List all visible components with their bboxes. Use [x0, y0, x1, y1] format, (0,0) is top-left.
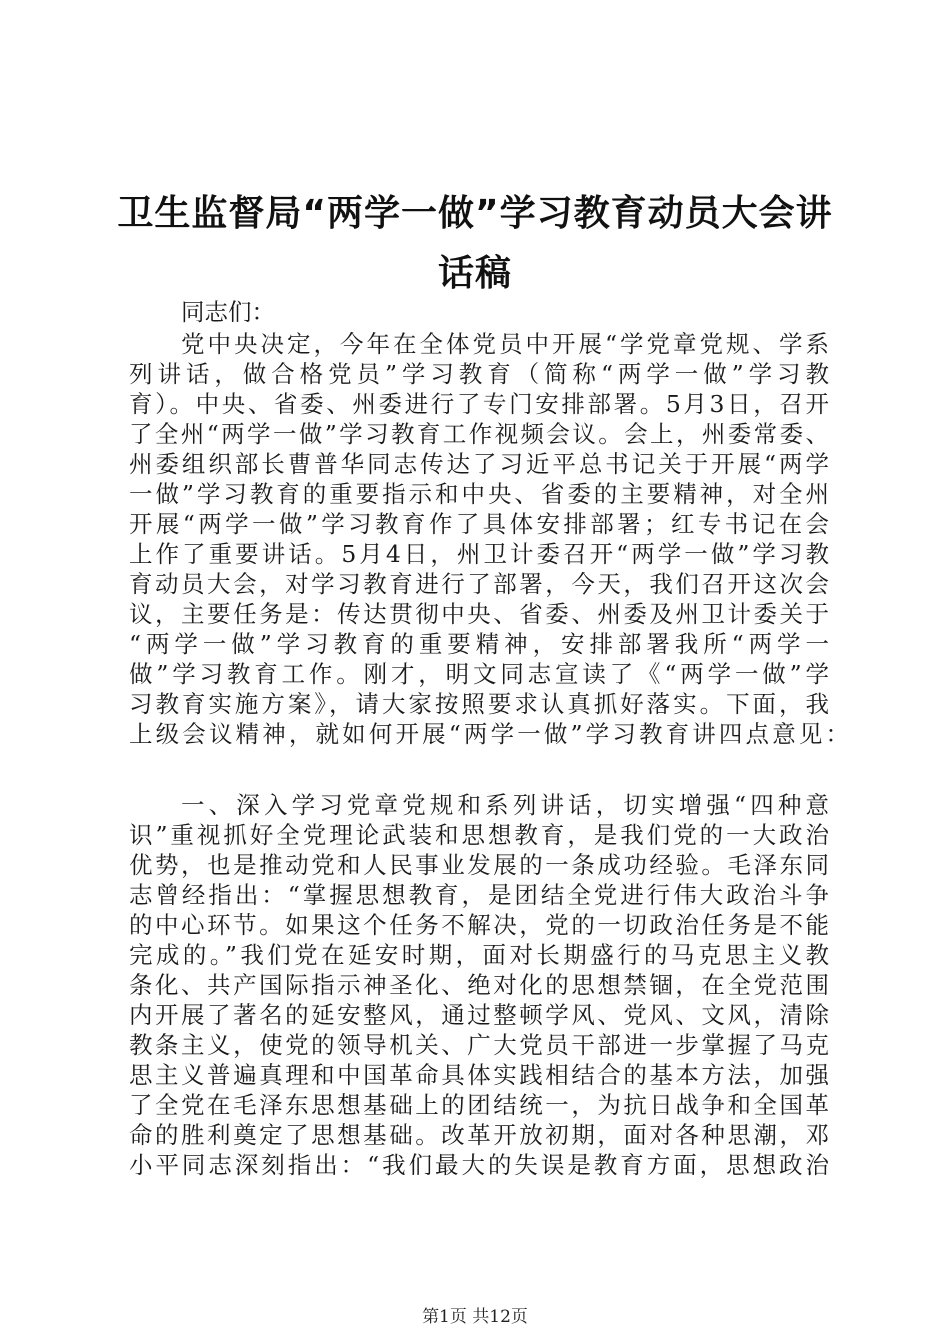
- paragraph-2-line: 一、深入学习党章党规和系列讲话，切实增强“四种意: [181, 791, 829, 819]
- paragraph-2-line: 的中心环节。如果这个任务不解决，党的一切政治任务是不能: [129, 911, 829, 939]
- salutation: 同志们：: [181, 298, 275, 326]
- paragraph-1-line: “两学一做”学习教育的重要精神，安排部署我所“两学一: [129, 630, 829, 658]
- paragraph-1-line: 党中央决定，今年在全体党员中开展“学党章党规、学系: [181, 330, 829, 358]
- paragraph-1-line: 上级会议精神，就如何开展“两学一做”学习教育讲四点意见：: [129, 720, 849, 748]
- paragraph-1-line: 议，主要任务是：传达贯彻中央、省委、州委及州卫计委关于: [129, 600, 829, 628]
- paragraph-2-line: 小平同志深刻指出：“我们最大的失误是教育方面，思想政治: [129, 1151, 829, 1179]
- paragraph-2-line: 条化、共产国际指示神圣化、绝对化的思想禁锢，在全党范围: [129, 971, 829, 999]
- paragraph-2-line: 思主义普遍真理和中国革命具体实践相结合的基本方法，加强: [129, 1061, 829, 1089]
- paragraph-2-line: 了全党在毛泽东思想基础上的团结统一，为抗日战争和全国革: [129, 1091, 829, 1119]
- paragraph-1-line: 列讲话，做合格党员”学习教育（简称“两学一做”学习教: [129, 360, 829, 388]
- paragraph-1-line: 习教育实施方案》，请大家按照要求认真抓好落实。下面，我: [129, 690, 829, 718]
- paragraph-1-line: 开展“两学一做”学习教育作了具体安排部署；红专书记在会: [129, 510, 829, 538]
- paragraph-1-line: 一做”学习教育的重要指示和中央、省委的主要精神，对全州: [129, 480, 829, 508]
- document-title-line-1: 卫生监督局“两学一做”学习教育动员大会讲: [117, 193, 833, 234]
- paragraph-1-line: 做”学习教育工作。刚才，明文同志宣读了《“两学一做”学: [129, 660, 829, 688]
- paragraph-2-line: 优势，也是推动党和人民事业发展的一条成功经验。毛泽东同: [129, 851, 829, 879]
- paragraph-1-line: 了全州“两学一做”学习教育工作视频会议。会上，州委常委、: [129, 420, 829, 448]
- paragraph-2-line: 完成的。”我们党在延安时期，面对长期盛行的马克思主义教: [129, 941, 829, 969]
- paragraph-2-line: 教条主义，使党的领导机关、广大党员干部进一步掌握了马克: [129, 1031, 829, 1059]
- paragraph-2-line: 内开展了著名的延安整风，通过整顿学风、党风、文风，清除: [129, 1001, 829, 1029]
- page-number-footer: 第1页 共12页: [422, 1307, 528, 1327]
- paragraph-1-line: 州委组织部长曹普华同志传达了习近平总书记关于开展“两学: [129, 450, 829, 478]
- document-title-line-2: 话稿: [437, 253, 512, 294]
- paragraph-1-line: 育动员大会，对学习教育进行了部署，今天，我们召开这次会: [129, 570, 829, 598]
- paragraph-1-line: 上作了重要讲话。5月4日，州卫计委召开“两学一做”学习教: [129, 540, 829, 568]
- paragraph-1-line: 育）。中央、省委、州委进行了专门安排部署。5月3日，召开: [129, 390, 829, 418]
- paragraph-2-line: 命的胜利奠定了思想基础。改革开放初期，面对各种思潮，邓: [129, 1121, 829, 1149]
- paragraph-2-line: 志曾经指出：“掌握思想教育，是团结全党进行伟大政治斗争: [129, 881, 829, 909]
- paragraph-2-line: 识”重视抓好全党理论武装和思想教育，是我们党的一大政治: [129, 821, 829, 849]
